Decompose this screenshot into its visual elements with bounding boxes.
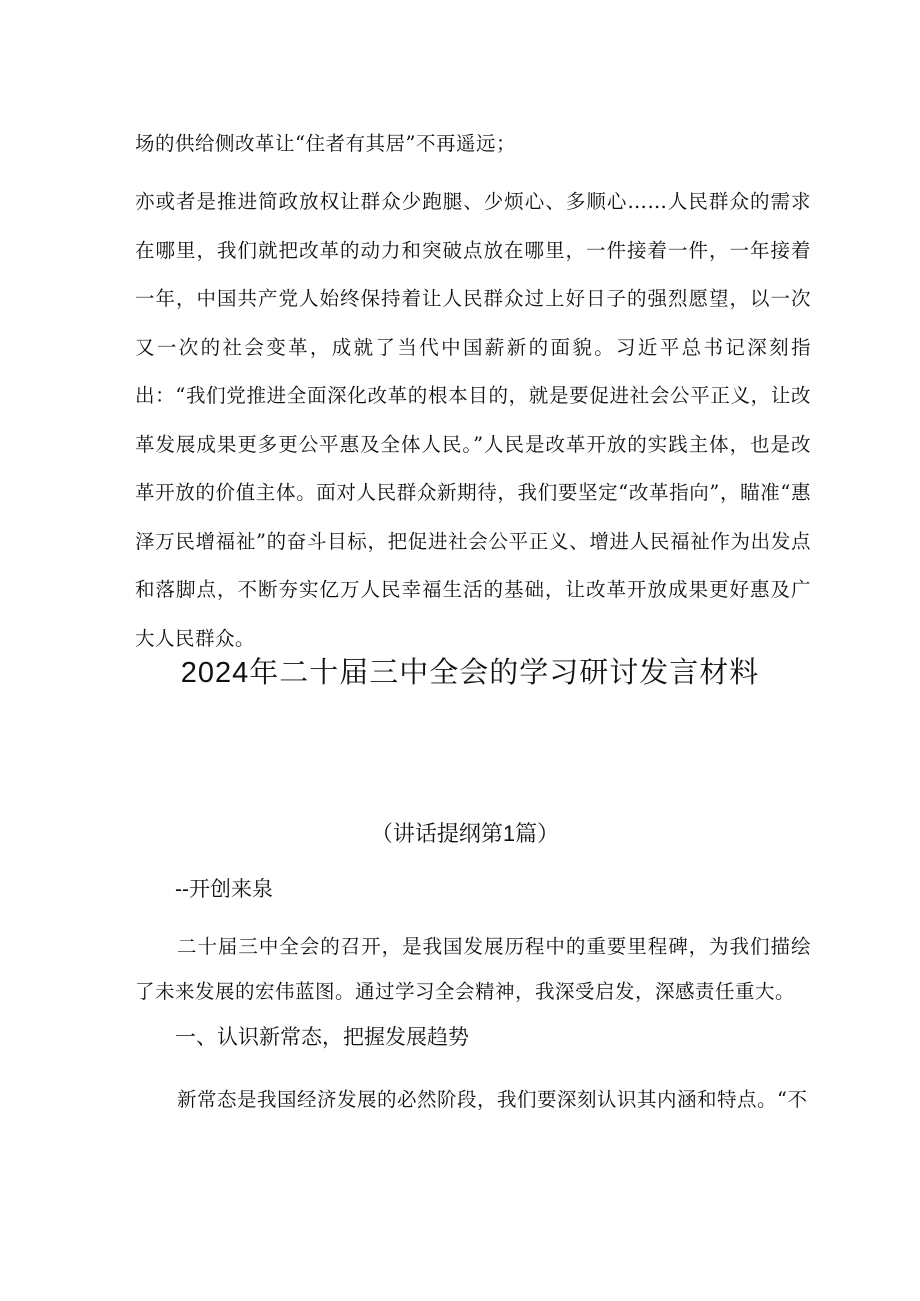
document-title: 2024年二十届三中全会的学习研讨发言材料 [180,657,760,689]
main-paragraph: 亦或者是推进简政放权让群众少跑腿、少烦心、多顺心……人民群众的需求在哪里，我们就把改革的动力和突破点放在哪里，一件接着一件，一年接着一年，中国共产党人始终保持着让人民群众过上好日子的强烈愿望，以一次又一次的社会变革，成就了当代中国薪新的面貌。习近平总书记深刻指出：“我们党推进全面深化改革的根本目的，就是要促进社会公平正义，让改革发展成果更多更公平惠及全体人民。”人民是改革开放的实践主体，也是改革开放的价值主体。面对人民群众新期待，我们要坚定“改革指向”，瞄准“惠泽万民增福祉”的奋斗目标，把促进社会公平正义、增进人民福祉作为出发点和落脚点，不断夯实亿万人民幸福生活的基础，让改革开放成果更好惠及广大人民群众。 [135,190,811,650]
section-1-paragraph: 新常态是我国经济发展的必然阶段，我们要深刻认识其内涵和特点。“不 [177,1088,808,1111]
intro-paragraph: 二十届三中全会的召开，是我国发展历程中的重要里程碑，为我们描绘了未来发展的宏伟蓝图。通过学习全会精神，我深受启发，深感责任重大。 [135,935,811,1003]
document-subtitle: （讲话提纲第1篇） [370,821,560,846]
section-heading-1: 一、认识新常态，把握发展趋势 [175,1026,469,1049]
section-start-label: --开创来泉 [175,878,273,901]
continued-paragraph-line: 场的供给侧改革让“住者有其居”不再遥远； [135,132,516,155]
